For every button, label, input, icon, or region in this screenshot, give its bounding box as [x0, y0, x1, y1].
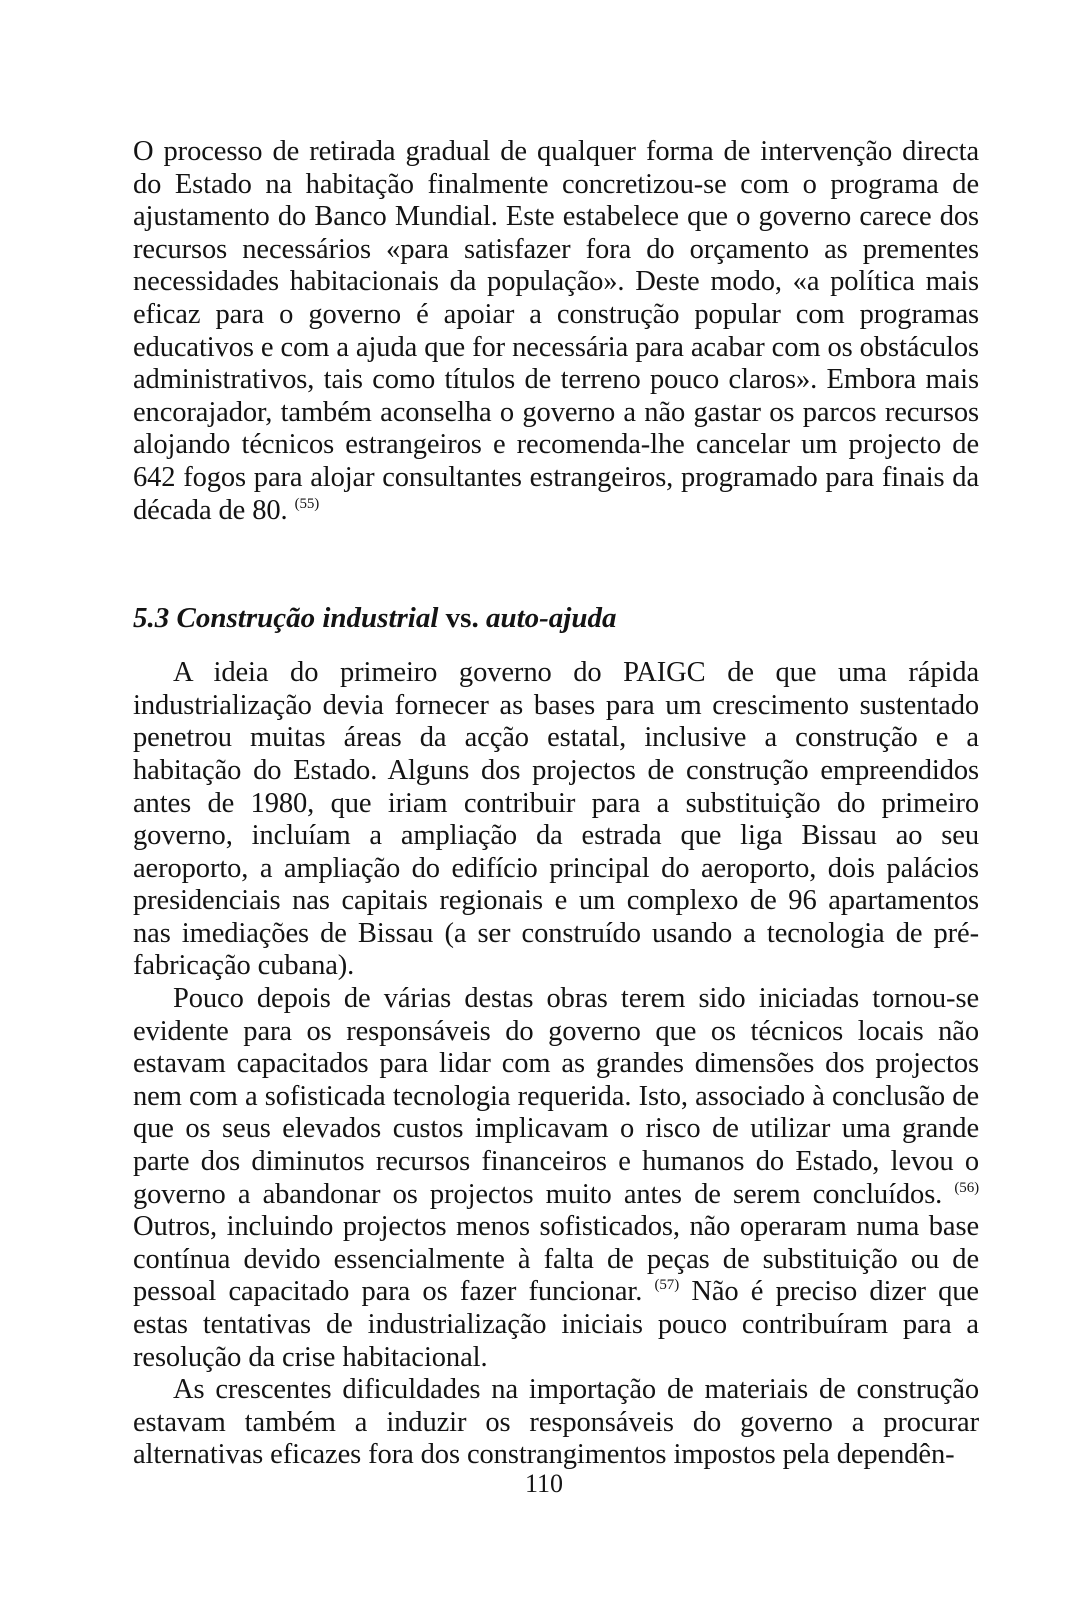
footnote-ref-55: (55) — [294, 495, 320, 512]
footnote-ref-56: (56) — [954, 1179, 979, 1196]
paragraph-industrialization: A ideia do primeiro governo do PAIGC de que uma rápida industrialização devia fornecer as bases para um crescimento sustentado penetrou muitas áreas da acção estatal, inclusive a construção e a habitação do Estado. Alguns dos projectos de construção empreendidos antes de 1980, que iriam contribuir para a substituição do primeiro governo, incluíam a ampliação da estrada que liga Bissau ao seu aeroporto, a ampliação do edifício principal do aeroporto, dois palácios presidenciais nas capitais regionais e um complexo de 96 apartamentos nas imediações de Bissau (a ser construído usando a tecnologia de pré-fabricação cubana). — [133, 657, 979, 982]
section-title-part-b: auto-ajuda — [485, 602, 617, 635]
footnote-ref-57: (57) — [654, 1277, 680, 1294]
page-number: 110 — [524, 1469, 564, 1498]
section-number: 5.3 — [133, 602, 170, 635]
paragraph-abandoned-text-c: Não é preciso dizer que estas tentativas de industrialização iniciais pouco contribuíram para a resolução da crise habitacional. — [133, 1276, 979, 1373]
page-body — [133, 136, 979, 1472]
section-title-part-a: Construção industrial — [176, 602, 439, 635]
paragraph-intro-text: O processo de retirada gradual de qualquer forma de intervenção directa do Estado na habitação finalmente concretizou-se com o programa de ajustamento do Banco Mundial. Este estabelece que o governo carece dos recursos necessários «para satisfazer fora do orçamento as prementes necessidades habitacionais da população». Deste modo, «a política mais eficaz para o governo é apoiar a construção popular com programas educativos e com a ajuda que for necessária para acabar com os obstáculos administrativos, tais como títulos de terreno pouco claros». Embora mais encorajador, também aconselha o governo a não gastar os parcos recursos alojando técnicos estrangeiros e recomenda-lhe cancelar um projecto de 642 fogos para alojar consultantes estrangeiros, programado para finais da década de 80. — [133, 136, 979, 526]
paragraph-abandoned-projects — [133, 983, 979, 1374]
section-title-vs: vs. — [445, 602, 479, 635]
paragraph-abandoned-text-a: Pouco depois de várias destas obras terem sido iniciadas tornou-se evidente para os responsáveis do governo que os técnicos locais não estavam capacitados para lidar com as grandes dimensões dos projectos nem com a sofisticada tecnologia requerida. Isto, associado à conclusão de que os seus elevados custos implicavam o risco de utilizar uma grande parte dos diminutos recursos financeiros e humanos do Estado, levou o governo a abandonar os projectos muito antes de serem concluídos. — [133, 983, 979, 1210]
section-heading — [133, 601, 979, 635]
paragraph-intro — [133, 136, 979, 527]
paragraph-import-difficulties: As crescentes dificuldades na importação de materiais de construção estavam também a induzir os responsáveis do governo a procurar alternativas eficazes fora dos constrangimentos impostos pela dependên- — [133, 1374, 979, 1471]
paragraph-abandoned-text-b: Outros, incluindo projectos menos sofisticados, não operaram numa base contínua devido essencialmente à falta de peças de substituição ou de pessoal capacitado para os fazer funcionar. — [133, 1211, 979, 1308]
